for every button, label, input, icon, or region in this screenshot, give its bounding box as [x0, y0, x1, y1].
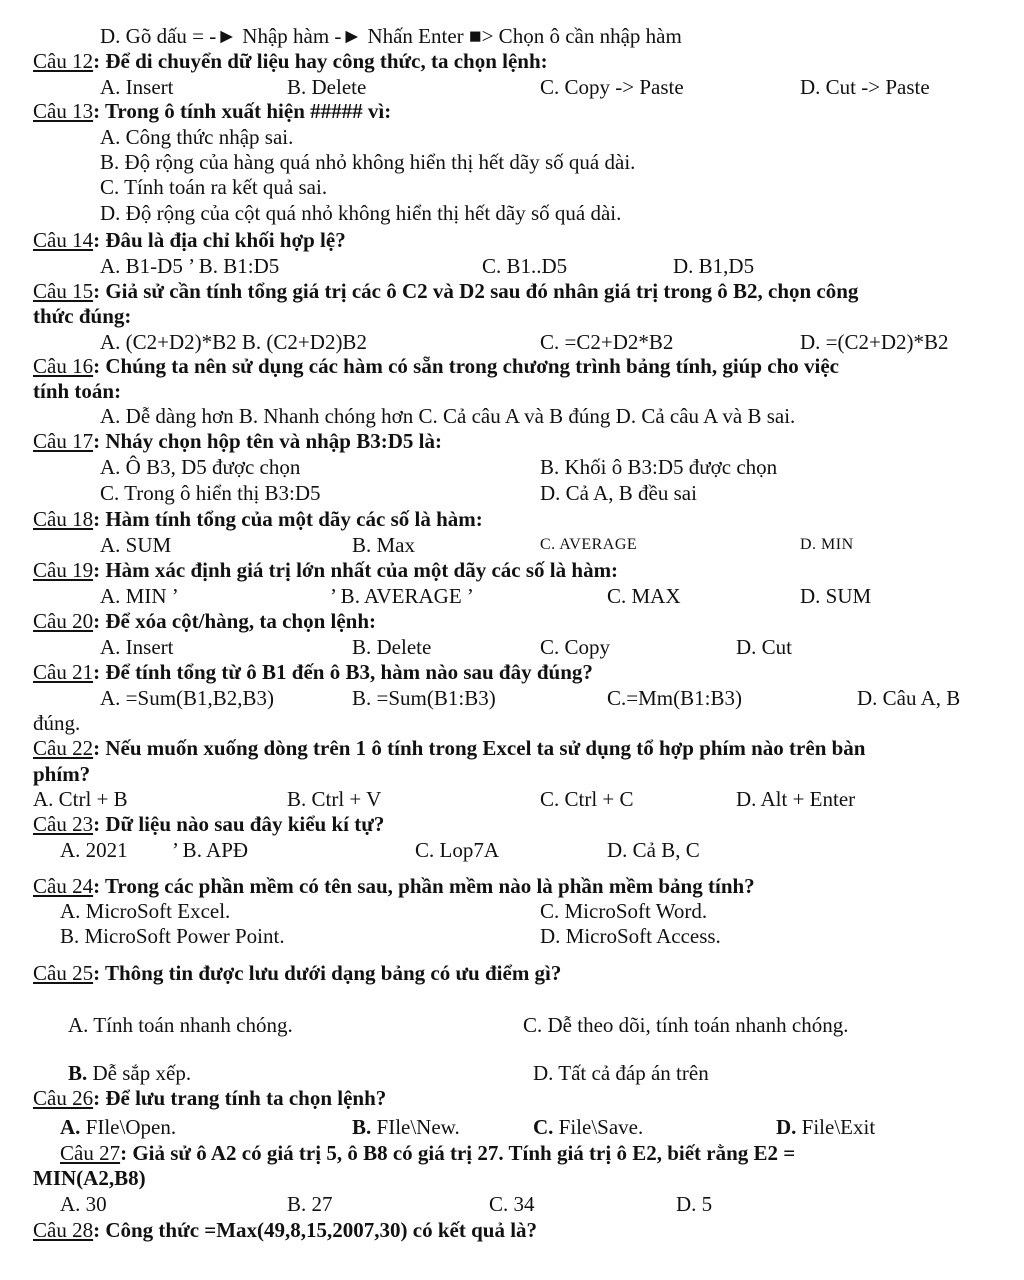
answer-option: D. SUM: [800, 584, 872, 608]
question-continuation: [33, 762, 90, 786]
question-number: Câu 21: [33, 660, 94, 684]
question-text: Chúng ta nên sử dụng các hàm có sẵn trong chương trình bảng tính, giúp cho việc: [105, 354, 839, 378]
question-text: Công thức =Max(49,8,15,2007,30) có kết quả là?: [105, 1218, 538, 1242]
answer-option: B. Khối ô B3:D5 được chọn: [540, 455, 778, 479]
question-colon: :: [93, 558, 106, 582]
question-number: Câu 26: [33, 1086, 94, 1110]
option-letter: C.: [533, 1115, 554, 1139]
question-colon: :: [93, 228, 106, 252]
question-line: [33, 507, 483, 531]
question-text: Để tính tổng từ ô B1 đến ô B3, hàm nào sau đây đúng?: [105, 660, 593, 684]
question-line: [33, 558, 618, 582]
question-colon: :: [93, 99, 105, 123]
answer-option: C. MAX: [607, 584, 681, 608]
option-letter: D.: [776, 1115, 797, 1139]
question-line: [33, 429, 442, 453]
question-number: Câu 15: [33, 279, 94, 303]
answer-option: A. 2021: [60, 838, 128, 862]
question-number: Câu 22: [33, 736, 94, 760]
question-text: Nháy chọn hộp tên và nhập B3:D5 là:: [105, 429, 442, 453]
question-number: Câu 28: [33, 1218, 94, 1242]
question-text: Thông tin được lưu dưới dạng bảng có ưu điểm gì?: [104, 961, 562, 985]
question-text: đúng.: [33, 711, 81, 735]
answer-option: D. Cut: [736, 635, 793, 659]
question-colon: :: [93, 660, 106, 684]
question-line: [33, 961, 561, 985]
answer-option: [68, 1061, 191, 1085]
question-line: [33, 874, 755, 898]
question-colon: :: [93, 279, 106, 303]
answer-option: C.=Mm(B1:B3): [607, 686, 742, 710]
answer-option: C. Ctrl + C: [540, 787, 634, 811]
question-line: [33, 279, 858, 303]
option-letter: A.: [60, 1115, 81, 1139]
question-colon: :: [93, 736, 106, 760]
question-number: Câu 19: [33, 558, 94, 582]
answer-option: A. Công thức nhập sai.: [100, 125, 294, 149]
question-text: Hàm tính tổng của một dãy các số là hàm:: [105, 507, 483, 531]
question-text: phím?: [33, 762, 91, 786]
answer-option: [776, 1115, 875, 1139]
question-colon: :: [93, 49, 106, 73]
question-number: Câu 16: [33, 354, 94, 378]
answer-option: A. MicroSoft Excel.: [60, 899, 231, 923]
question-text: Đâu là địa chỉ khối hợp lệ?: [105, 228, 346, 252]
question-colon: :: [93, 507, 106, 531]
question-number: Câu 24: [33, 874, 94, 898]
answer-option: C. Copy -> Paste: [540, 75, 684, 99]
answer-option: B. Delete: [287, 75, 367, 99]
question-colon: :: [120, 1141, 133, 1165]
option-letter: B.: [68, 1061, 88, 1085]
question-text: Trong ô tính xuất hiện ##### vì:: [104, 99, 392, 123]
question-text: Để di chuyển dữ liệu hay công thức, ta chọn lệnh:: [105, 49, 548, 73]
answer-option: D. 5: [676, 1192, 713, 1216]
answer-option: A. MIN ’: [100, 584, 179, 608]
question-number: Câu 27: [60, 1141, 121, 1165]
question-line: [33, 660, 593, 684]
question-colon: :: [93, 429, 106, 453]
answer-option: C. AVERAGE: [540, 536, 638, 553]
question-number: Câu 25: [33, 961, 94, 985]
answer-option: D. Alt + Enter: [736, 787, 856, 811]
answer-option: D. Câu A, B: [857, 686, 961, 710]
answer-option: C. Trong ô hiển thị B3:D5: [100, 481, 321, 505]
answer-option: [60, 1115, 176, 1139]
answer-option: D. Tất cả đáp án trên: [533, 1061, 709, 1085]
question-number: Câu 12: [33, 49, 94, 73]
answer-option: C. Copy: [540, 635, 611, 659]
answer-option: ’ B. APĐ: [172, 838, 249, 862]
answer-option: D. Cut -> Paste: [800, 75, 930, 99]
answer-option: B. =Sum(B1:B3): [352, 686, 496, 710]
question-text: tính toán:: [33, 379, 122, 403]
question-line: [60, 1141, 795, 1165]
question-colon: :: [93, 1086, 106, 1110]
question-colon: :: [93, 1218, 106, 1242]
question-text: Trong các phần mềm có tên sau, phần mềm nào là phần mềm bảng tính?: [104, 874, 755, 898]
question-number: Câu 18: [33, 507, 94, 531]
option-text: Dễ sắp xếp.: [87, 1061, 192, 1085]
answer-option: A. Insert: [100, 635, 174, 659]
question-text: Để lưu trang tính ta chọn lệnh?: [105, 1086, 387, 1110]
question-line: [33, 1218, 537, 1242]
question-text: Dữ liệu nào sau đây kiểu kí tự?: [105, 812, 385, 836]
question-text: Để xóa cột/hàng, ta chọn lệnh:: [105, 609, 377, 633]
question-continuation: [33, 379, 121, 403]
answer-option: A. B1-D5 ’ B. B1:D5: [100, 254, 280, 278]
question-number: Câu 20: [33, 609, 94, 633]
answer-option: D. B1,D5: [673, 254, 755, 278]
answer-option: A. 30: [60, 1192, 107, 1216]
question-line: [33, 736, 865, 760]
answer-option: A. SUM: [100, 533, 172, 557]
answer-option: C. MicroSoft Word.: [540, 899, 708, 923]
option-text: File\Exit: [796, 1115, 876, 1139]
answer-option: D. Độ rộng của cột quá nhỏ không hiển thị hết dãy số quá dài.: [100, 201, 622, 225]
answer-option: C. 34: [489, 1192, 535, 1216]
question-colon: :: [93, 961, 105, 985]
answer-option: D. =(C2+D2)*B2: [800, 330, 949, 354]
question-text: Giả sử ô A2 có giá trị 5, ô B8 có giá trị 27. Tính giá trị ô E2, biết rằng E2 =: [132, 1141, 796, 1165]
answer-option: D. MicroSoft Access.: [540, 924, 721, 948]
question-text: Nếu muốn xuống dòng trên 1 ô tính trong Excel ta sử dụng tổ hợp phím nào trên bàn: [105, 736, 866, 760]
question-line: [33, 228, 346, 252]
question-number: Câu 17: [33, 429, 94, 453]
question-colon: :: [93, 354, 106, 378]
answer-option: D. Cả A, B đều sai: [540, 481, 697, 505]
answer-option: B. Max: [352, 533, 415, 557]
question-continuation: [33, 1166, 146, 1190]
question-number: Câu 13: [33, 99, 94, 123]
answer-option: B. 27: [287, 1192, 333, 1216]
answer-option: A. Ô B3, D5 được chọn: [100, 455, 301, 479]
answer-option: D. Gõ dấu = -► Nhập hàm -► Nhấn Enter ■> Chọn ô cần nhập hàm: [100, 24, 682, 48]
question-colon: :: [93, 609, 106, 633]
question-line: [33, 99, 391, 123]
option-text: FIle\New.: [371, 1115, 460, 1139]
answer-option: C. =C2+D2*B2: [540, 330, 674, 354]
question-line: [33, 354, 839, 378]
question-text: Hàm xác định giá trị lớn nhất của một dãy các số là hàm:: [105, 558, 619, 582]
question-line: [33, 609, 376, 633]
question-continuation: [33, 711, 80, 735]
answer-option: C. Dễ theo dõi, tính toán nhanh chóng.: [523, 1013, 849, 1037]
question-text: Giả sử cần tính tổng giá trị các ô C2 và D2 sau đó nhân giá trị trong ô B2, chọn công: [105, 279, 859, 303]
question-line: [33, 812, 384, 836]
answer-option: B. Ctrl + V: [287, 787, 382, 811]
question-continuation: [33, 304, 131, 328]
answer-option: ’ B. AVERAGE ’: [330, 584, 474, 608]
question-line: [33, 1086, 386, 1110]
answer-option: D. MIN: [800, 536, 854, 553]
answer-option: B. Độ rộng của hàng quá nhỏ không hiển thị hết dãy số quá dài.: [100, 150, 636, 174]
answer-option: A. Tính toán nhanh chóng.: [68, 1013, 293, 1037]
question-text: MIN(A2,B8): [33, 1166, 146, 1190]
answer-option: A. =Sum(B1,B2,B3): [100, 686, 275, 710]
option-letter: B.: [352, 1115, 372, 1139]
answer-option: C. Lop7A: [415, 838, 499, 862]
answer-option: B. MicroSoft Power Point.: [60, 924, 285, 948]
question-line: [33, 49, 548, 73]
question-number: Câu 23: [33, 812, 94, 836]
answer-option: [533, 1115, 643, 1139]
answer-option: A. Insert: [100, 75, 174, 99]
question-text: thức đúng:: [33, 304, 132, 328]
question-colon: :: [93, 812, 106, 836]
answer-option: C. Tính toán ra kết quả sai.: [100, 175, 328, 199]
option-text: File\Save.: [553, 1115, 644, 1139]
question-colon: :: [93, 874, 105, 898]
option-text: FIle\Open.: [80, 1115, 177, 1139]
answer-option: [352, 1115, 460, 1139]
answer-option: A. (C2+D2)*B2 B. (C2+D2)B2: [100, 330, 367, 354]
answer-option: B. Delete: [352, 635, 432, 659]
answer-option: D. Cả B, C: [607, 838, 700, 862]
answer-option: A. Ctrl + B: [33, 787, 128, 811]
answer-option: C. B1..D5: [482, 254, 568, 278]
answer-option: A. Dễ dàng hơn B. Nhanh chóng hơn C. Cả câu A và B đúng D. Cả câu A và B sai.: [100, 404, 796, 428]
question-number: Câu 14: [33, 228, 94, 252]
